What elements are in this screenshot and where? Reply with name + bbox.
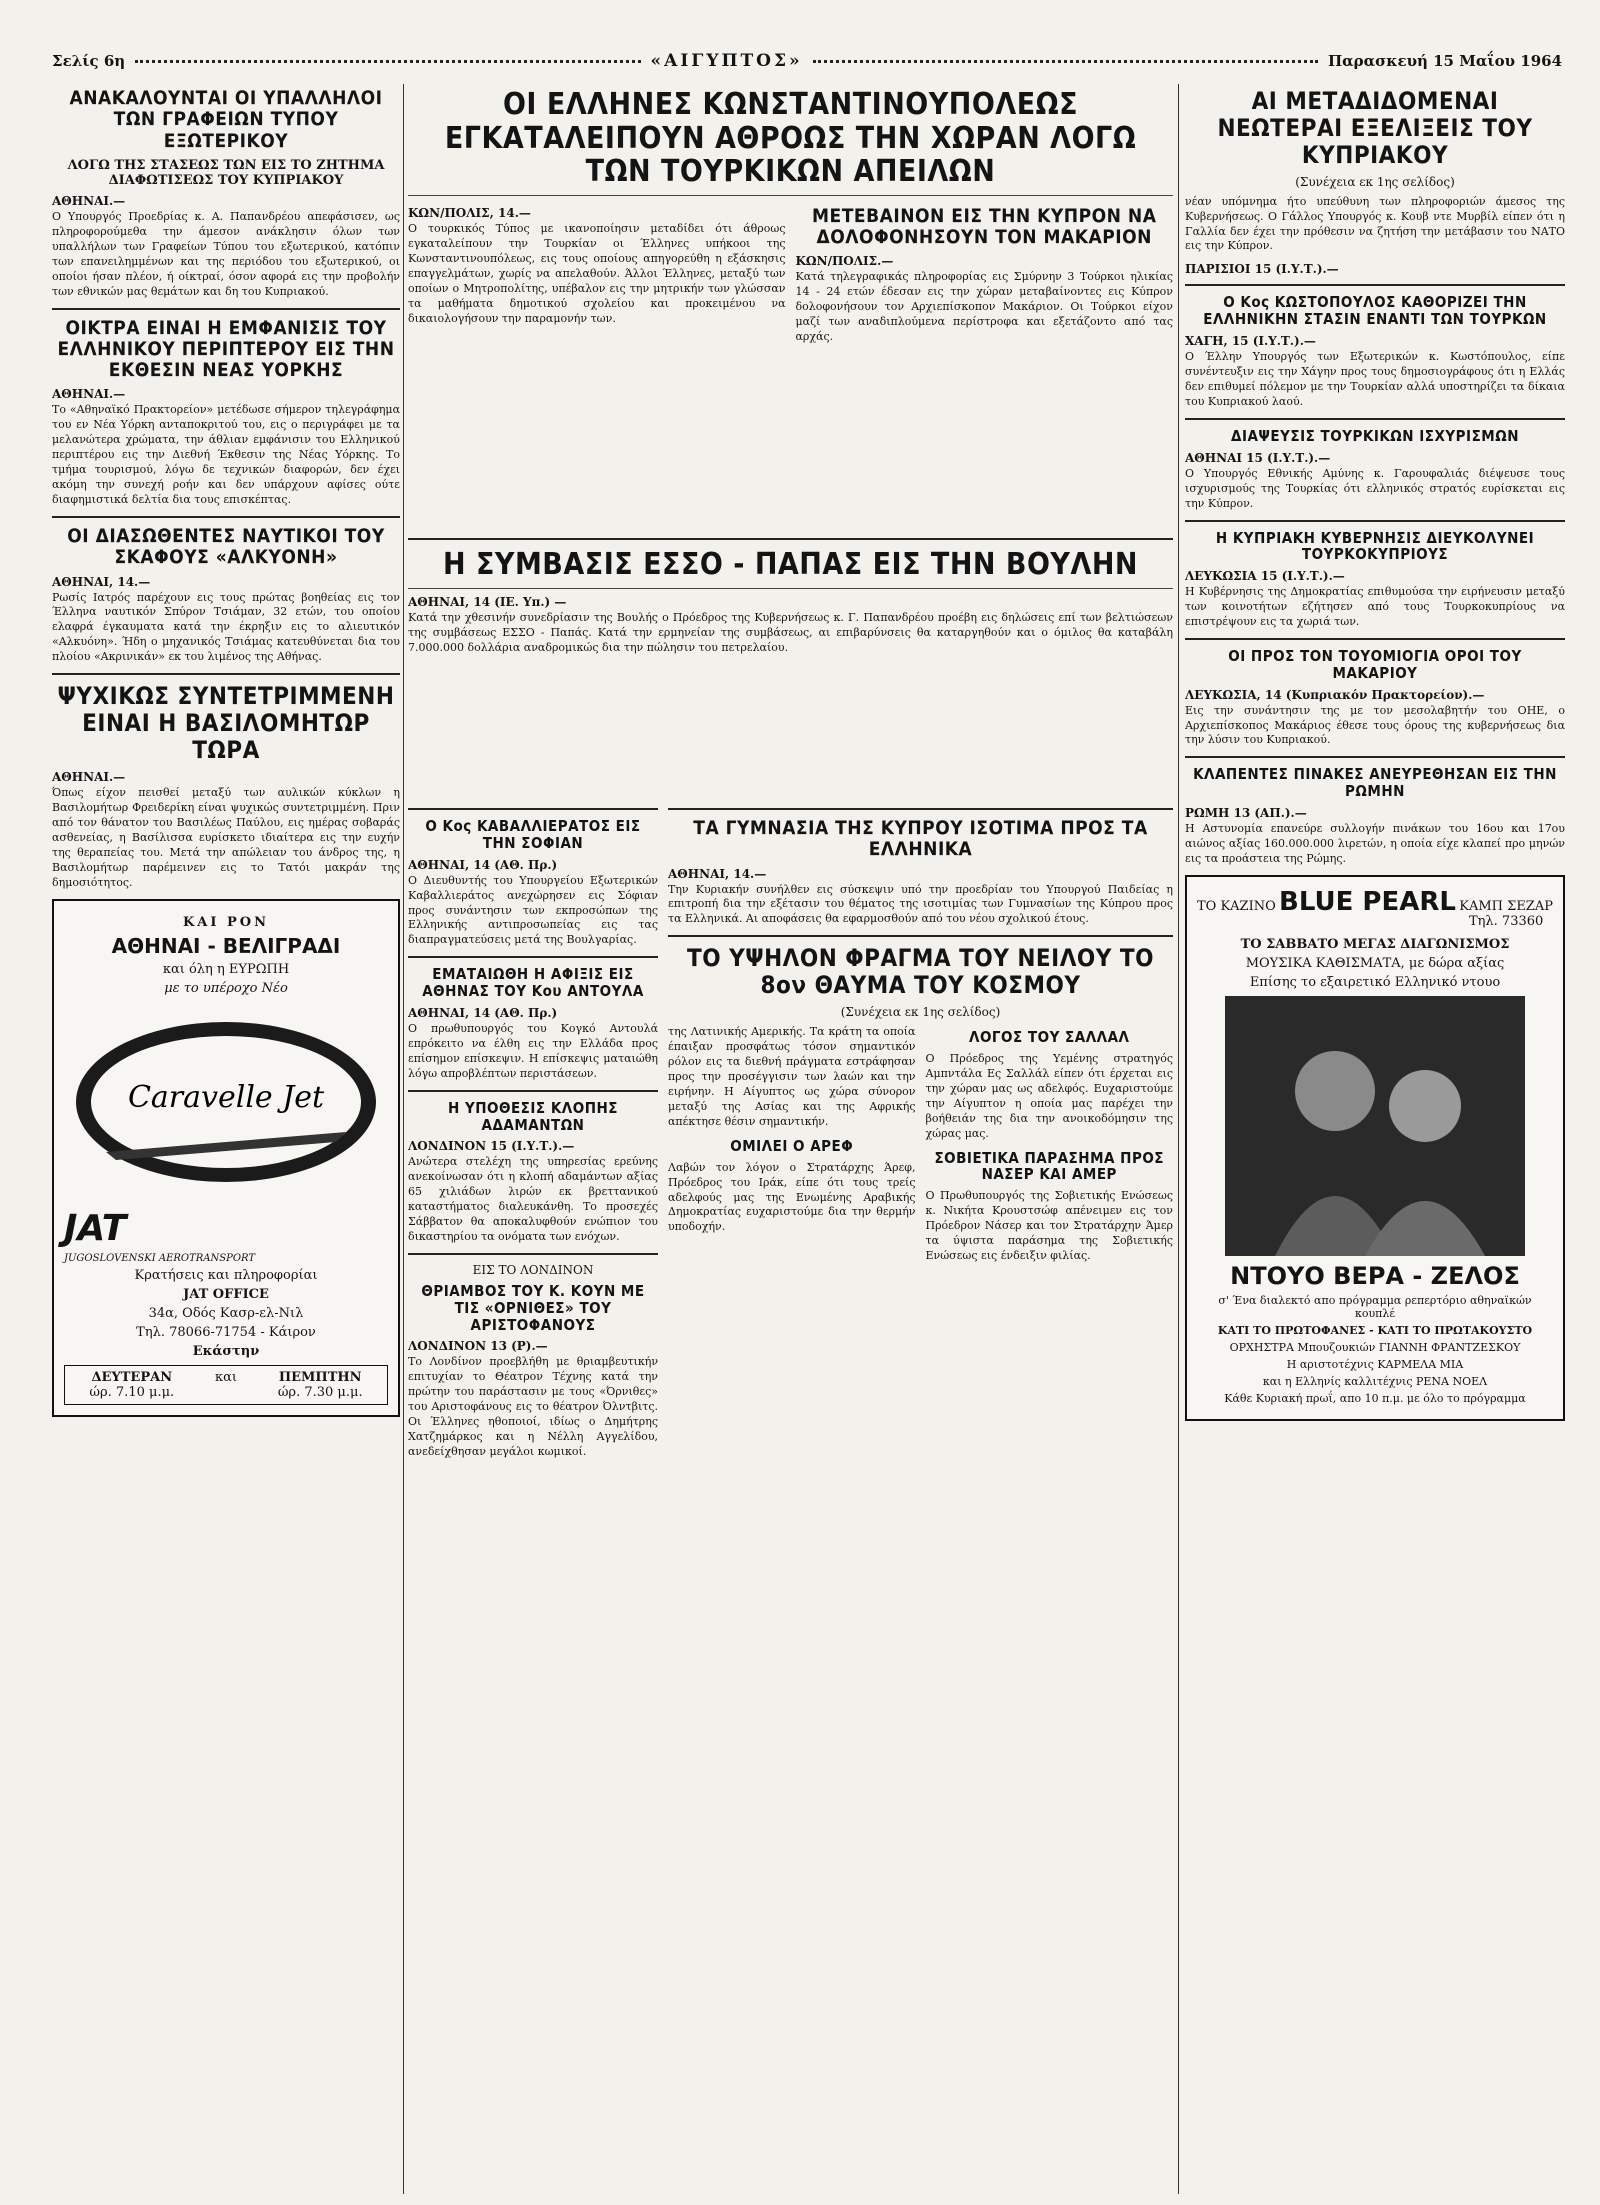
dateline: ΛΕΥΚΩΣΙΑ 15 (Ι.Υ.Τ.).—: [1185, 569, 1345, 584]
newspaper-title: «ΑΙΓΥΠΤΟΣ»: [650, 51, 803, 71]
article-body: Κατά τηλεγραφικάς πληροφορίας εις Σμύρνην 3 Τούρκοι ηλικίας 14 - 24 ετών έδεσαν εις την χώραν μεταβαίνοντες εις Κύπρον δολοφονήσουν τον Αρχιεπίσκοπον Μακάριον. Οι Τούρκοι είχον μαζί των αναδιπλούμενα περίστροφα και εξετάζοντο από τας αρχάς.: [795, 270, 1173, 344]
continued-note: (Συνέχεια εκ 1ης σελίδος): [1295, 174, 1455, 189]
headline-cyprus-developments: ΑΙ ΜΕΤΑΔΙΔΟΜΕΝΑΙ ΝΕΩΤΕΡΑΙ ΕΞΕΛΙΞΕΙΣ ΤΟΥ ΚΥΠΡΙΑΚΟΥ: [1217, 87, 1533, 169]
nile-col-left: [668, 1025, 916, 1272]
headline-pavilion: ΟΙΚΤΡΑ ΕΙΝΑΙ Η ΕΜΦΑΝΙΣΙΣ ΤΟΥ ΕΛΛΗΝΙΚΟΥ ΠΕΡΙΠΤΕΡΟΥ ΕΙΣ ΤΗΝ ΕΚΘΕΣΙΝ ΝΕΑΣ ΥΟΡΚΗΣ: [57, 316, 395, 382]
caravelle-emblem: [64, 1002, 388, 1202]
headline-kostopoulos: Ο Κος ΚΩΣΤΟΠΟΥΛΟΣ ΚΑΘΟΡΙΖΕΙ ΤΗΝ ΕΛΛΗΝΙΚΗΝ ΣΤΑΣΙΝ ΕΝΑΝΤΙ ΤΩΝ ΤΟΥΡΚΩΝ: [1203, 293, 1547, 329]
divider: [1185, 418, 1565, 420]
dateline: ΠΑΡΙΣΙΟΙ 15 (Ι.Υ.Τ.).—: [1185, 262, 1339, 277]
dateline: ΚΩΝ/ΠΟΛΙΣ.—: [795, 254, 894, 269]
divider: [408, 195, 1173, 196]
headline-diamonds: Η ΥΠΟΘΕΣΙΣ ΚΛΟΠΗΣ ΑΔΑΜΑΝΤΩΝ: [447, 1098, 619, 1134]
ad-singer: Η αριστοτέχνις ΚΑΡΜΕΛΑ ΜΙΑ: [1286, 1357, 1464, 1371]
article-body: της Λατινικής Αμερικής. Τα κράτη τα οποία έπαιξαν προσφάτως τόσον σημαντικόν ρόλον εις τα διεθνή πράγματα εστράφησαν προς την προσέγγισιν των λαών και την ειρήνην. Η Αίγυπτος ως χώρα σύνορον μεταξύ της Ασίας και της Αφρικής απέκτησε θέσιν σημαντικήν.: [668, 1025, 916, 1128]
ad-info: Κρατήσεις και πληροφορίαι: [134, 1267, 318, 1283]
ad-location: [1459, 899, 1553, 929]
greeks-col-right: [796, 202, 1174, 353]
article-body: Το Λονδίνον προεβλήθη με θριαμβευτικήν επιτυχίαν το Θέατρον Τέχνης κατά την πρώτην του παράστασιν με τους «Όρνιθες» του Αριστοφάνους εις το θέατρον Όλντβιτς. Οι Έλληνες ηθοποιοί, ιδίως ο Δημήτρης Χατζημάρκος και η Νέλλη Αγγελίδου, ανεδείχθησαν μεγάλοι κωμικοί.: [408, 1355, 658, 1459]
flight-schedule: [64, 1365, 388, 1405]
column-1: [52, 84, 400, 2194]
ad-route: ΑΘΗΝΑΙ - ΒΕΛΙΓΡΑΔΙ: [111, 933, 341, 958]
divider: [1185, 638, 1565, 640]
article-body: Η Αστυνομία επανεύρε συλλογήν πινάκων του 16ου και 17ου αιώνος αξίας 160.000.000 λιρετών, η οποία είχε κλαπεί προ μηνών εις τα προάστεια της Ρώμης.: [1185, 822, 1565, 865]
and-label: και: [214, 1369, 237, 1385]
ad-phone: Τηλ. 78066-71754 - Κάιρον: [136, 1324, 316, 1340]
masthead-rule-right: [813, 60, 1318, 63]
headline-stolen-paintings: ΚΛΑΠΕΝΤΕΣ ΠΙΝΑΚΕΣ ΑΝΕΥΡΕΘΗΣΑΝ ΕΙΣ ΤΗΝ ΡΩΜΗΝ: [1193, 765, 1557, 801]
divider: [408, 588, 1173, 589]
ad-line: ΜΟΥΣΙΚΑ ΚΑΘΙΣΜΑΤΑ, με δώρα αξίας: [1245, 955, 1505, 971]
headline-koun: ΘΡΙΑΜΒΟΣ ΤΟΥ Κ. ΚΟΥΝ ΜΕ ΤΙΣ «ΟΡΝΙΘΕΣ» ΤΟΥ ΑΡΙΣΤΟΦΑΝΟΥΣ: [421, 1282, 645, 1334]
article-body: Ο τουρκικός Τύπος με ικανοποίησιν μεταδίδει ότι άθροως εγκαταλείπουν την Τουρκίαν οι Έλληνες υπήκοοι της Κωνσταντινουπόλεως, εις τους οποίους απηγορεύθη η εξάσκησις επαγγελμάτων, χωρίς να απελαθούν. Άλλοι Έλληνες, μεταξύ των οποίων ο Μητροπολίτης, υπέβαλον εις την μητρικήν των γλώσσαν τα μαθήματα δημοτικού σχολείου και προκειμένου να δικαιολογήσουν την παραμονήν των.: [408, 221, 786, 325]
nile-col-right: [926, 1025, 1174, 1272]
headline-recall: ΑΝΑΚΑΛΟΥΝΤΑΙ ΟΙ ΥΠΑΛΛΗΛΟΙ ΤΩΝ ΓΡΑΦΕΙΩΝ ΤΥΠΟΥ ΕΞΩΤΕΡΙΚΟΥ: [69, 87, 383, 152]
headline-denial: ΔΙΑΨΕΥΣΙΣ ΤΟΥΡΚΙΚΩΝ ΙΣΧΥΡΙΣΜΩΝ: [1231, 426, 1519, 445]
column-divider: [403, 84, 404, 2194]
headline-makarios-plot: ΜΕΤΕΒΑΙΝΟΝ ΕΙΣ ΤΗΝ ΚΥΠΡΟΝ ΝΑ ΔΟΛΟΦΟΝΗΣΟΥΝ ΤΟΝ ΜΑΚΑΡΙΟΝ: [812, 204, 1157, 249]
headline-nile-dam: ΤΟ ΥΨΗΛΟΝ ΦΡΑΓΜΑ ΤΟΥ ΝΕΙΛΟΥ ΤΟ 8ον ΘΑΥΜΑ ΤΟΥ ΚΟΣΜΟΥ: [686, 944, 1154, 1000]
ad-prefix: ΤΟ ΚΑΖΙΝΟ: [1197, 898, 1276, 914]
greeks-col: [408, 202, 786, 353]
dateline: ΑΘΗΝΑΙ, 14.—: [52, 574, 151, 589]
headline-adoula: ΕΜΑΤΑΙΩΘΗ Η ΑΦΙΞΙΣ ΕΙΣ ΑΘΗΝΑΣ ΤΟΥ Κου ΑΝΤΟΥΛΑ: [422, 965, 644, 1001]
jat-logo: JAT: [64, 1207, 127, 1249]
time-label: ώρ. 7.10 μ.μ.: [89, 1384, 175, 1400]
headline-tuomioja: ΟΙ ΠΡΟΣ ΤΟΝ ΤΟΥΟΜΙΟΓΙΑ ΟΡΟΙ ΤΟΥ ΜΑΚΑΡΙΟΥ: [1228, 646, 1522, 682]
article-body: Την Κυριακήν συνήλθεν εις σύσκεψιν υπό την προεδρίαν του Υπουργού Παιδείας η επιτροπή δια την εξέτασιν του θέματος της ισοτιμίας των Γυμνασίων της Κύπρου προς τα Ελληνικά. Αι αποφάσεις θα εφαρμοσθούν από του νέου σχολικού έτους.: [668, 882, 1173, 926]
dateline: ΑΘΗΝΑΙ, 14 (ΙΕ. Υπ.) —: [408, 594, 567, 609]
ad-header: [1197, 887, 1553, 933]
headline-queen-mother: ΨΥΧΙΚΩΣ ΣΥΝΤΕΤΡΙΜΜΕΝΗ ΕΙΝΑΙ Η ΒΑΣΙΛΟΜΗΤΩΡ ΤΩΡΑ: [57, 682, 395, 765]
ad-line: ΚΑΤΙ ΤΟ ΠΡΩΤΟΦΑΝΕΣ - ΚΑΤΙ ΤΟ ΠΡΩΤΑΚΟΥΣΤΟ: [1217, 1323, 1533, 1337]
schedule-title: Εκάστην: [192, 1343, 260, 1359]
day-label: ΠΕΜΠΤΗΝ: [278, 1369, 362, 1385]
dateline: ΧΑΓΗ, 15 (Ι.Υ.Τ.).—: [1185, 334, 1316, 349]
dateline: ΑΘΗΝΑΙ.—: [52, 769, 126, 784]
divider: [668, 808, 1173, 810]
subhead-recall: ΛΟΓΩ ΤΗΣ ΣΤΑΣΕΩΣ ΤΩΝ ΕΙΣ ΤΟ ΖΗΤΗΜΑ ΔΙΑΦΩΤΙΣΕΩΣ ΤΟΥ ΚΥΠΡΙΑΚΟΥ: [67, 157, 385, 188]
column-divider: [1178, 84, 1179, 2194]
divider: [52, 308, 400, 310]
article-body: Ο Διευθυντής του Υπουργείου Εξωτερικών Καβαλλιεράτος ανεχώρησεν εις Σόφιαν προς συνάντησιν των εκπροσώπων της Ελληνικής αντιπροσωπείας εις τας διαπραγματεύσεις μετά της Βουλγαρίας.: [408, 873, 658, 947]
article-body: Ο πρωθυπουργός του Κογκό Αντουλά επρόκειτο να έλθη εις την Ελλάδα προς επίσημον επίσκεψιν. Η επίσκεψις ματαιώθη λόγω απροβλέπτων περιστάσεων.: [408, 1021, 658, 1080]
divider: [408, 1090, 658, 1092]
article-body: Εις την συνάντησιν της με τον μεσολαβητήν του ΟΗΕ, ο Αρχιεπίσκοπος Μακάριος έθεσε τους όρους της κυβερνήσεως δια την λύσιν του Κυπριακού.: [1185, 703, 1565, 747]
divider: [408, 808, 658, 810]
blue-pearl-advertisement: [1185, 875, 1565, 1421]
divider: [408, 1253, 658, 1255]
plane-name: Caravelle Jet: [127, 1079, 325, 1115]
ad-line: Επίσης το εξαιρετικό Ελληνικό ντουο: [1249, 974, 1501, 990]
article-body: Ο Υπουργός Προεδρίας κ. Α. Παπανδρέου απεφάσισεν, ως πληροφορούμεθα την άμεσον ανάκλησιν όλων των υπαλλήλων των Γραφείων Τύπου του εξωτερικού, κατόπιν των επανειλημμένων και της περιόδου του εξωτερικού, οι οποίοι ήσαν πλέον, ή οίκτραί, όσον αφορά εις την προβολήν των εθνικών μας θεμάτων και δη του Κυπριακού.: [52, 209, 400, 298]
jat-advertisement: [52, 899, 400, 1417]
time-label: ώρ. 7.30 μ.μ.: [277, 1384, 363, 1400]
dateline: ΑΘΗΝΑΙ, 14.—: [668, 866, 767, 881]
ad-line: και όλη η ΕΥΡΩΠΗ: [162, 961, 290, 977]
article-body: Ο Πρωθυπουργός της Σοβιετικής Ενώσεως κ. Νικήτα Κρουστσώφ απένειμεν εις τον Πρόεδρον Νάσερ και τον Στρατάρχην Άμερ τα ύψιστα παράσημα της Σοβιετικής Ενώσεως εις ένδειξιν φιλίας.: [925, 1189, 1173, 1263]
ad-orchestra: ΟΡΧΗΣΤΡΑ Μπουζουκιών ΓΙΑΝΝΗ ΦΡΑΝΤΖΕΣΚΟΥ: [1229, 1340, 1521, 1354]
ad-dancer: και η Ελληνίς καλλιτέχνις ΡΕΝΑ ΝΟΕΛ: [1262, 1374, 1488, 1388]
headline-sailors: ΟΙ ΔΙΑΣΩΘΕΝΤΕΣ ΝΑΥΤΙΚΟΙ ΤΟΥ ΣΚΑΦΟΥΣ «ΑΛΚΥΟΝΗ»: [67, 524, 385, 569]
performers-photo: [1197, 996, 1553, 1256]
dateline: ΑΘΗΝΑΙ, 14 (ΑΘ. Πρ.): [408, 1005, 558, 1020]
divider: [52, 673, 400, 675]
ad-office: JAT OFFICE: [183, 1286, 269, 1302]
ad-line: ΤΟ ΣΑΒΒΑΤΟ ΜΕΓΑΣ ΔΙΑΓΩΝΙΣΜΟΣ: [1240, 936, 1510, 952]
column-4: [1185, 84, 1565, 2194]
ad-footer: Κάθε Κυριακή πρωΐ, απο 10 π.μ. με όλο το πρόγραμμα: [1224, 1391, 1526, 1405]
casino-name: BLUE PEARL: [1279, 886, 1456, 917]
masthead-rule-left: [135, 60, 640, 63]
headline-gymnasia: ΤΑ ΓΥΜΝΑΣΙΑ ΤΗΣ ΚΥΠΡΟΥ ΙΣΟΤΙΜΑ ΠΡΟΣ ΤΑ ΕΛΛΗΝΙΚΑ: [693, 817, 1148, 861]
banner-esso: [408, 530, 1173, 663]
ad-line: με το υπέροχο Νέο: [164, 980, 288, 996]
dateline: ΑΘΗΝΑΙ.—: [52, 193, 126, 208]
performer-head: [1295, 1051, 1375, 1131]
article-body: Ρωσίς Ιατρός παρέχουν εις τους πρώτας βοηθείας εις τον Έλληνα ναυτικόν Σπύρον Τσιάμαν, 32 ετών, του οποίου ελαφρά έγκαυματα κατά την έκρηξιν εις το αλιευτικόν «Αλκυόνη». Ήδη ο μηχανικός Τσιάμας κατευθύνεται δια του πλοίου «Ακρινικάν» εκ του λιμένος της Αθήνας.: [52, 590, 400, 664]
dateline: ΛΟΝΔΙΝΟΝ 13 (Ρ).—: [408, 1339, 548, 1354]
dateline: ΑΘΗΝΑΙ, 14 (ΑΘ. Πρ.): [408, 857, 558, 872]
dateline: ΚΩΝ/ΠΟΛΙΣ, 14.—: [408, 205, 531, 220]
ad-phone: Τηλ. 73360: [1468, 913, 1544, 929]
divider: [52, 516, 400, 518]
performer-head: [1389, 1070, 1461, 1142]
article-body: Ο Υπουργός Εθνικής Αμύνης κ. Γαρουφαλιάς διέψευσε τους ισχυρισμούς της Τουρκίας ότι ελληνικός στρατός ευρίσκεται εις την Κύπρον.: [1185, 466, 1565, 510]
column-2: [408, 800, 658, 2190]
headline-greeks: ΟΙ ΕΛΛΗΝΕΣ ΚΩΝΣΤΑΝΤΙΝΟΥΠΟΛΕΩΣ ΕΓΚΑΤΑΛΕΙΠΟΥΝ ΑΘΡΟΩΣ ΤΗΝ ΧΩΡΑΝ ΛΟΓΩ ΤΩΝ ΤΟΥΡΚΙΚΩΝ ΑΠΕΙΛΩΝ: [444, 87, 1137, 190]
column-3: [668, 800, 1173, 2190]
divider: [408, 956, 658, 958]
article-body: Λαβών τον λόγον ο Στρατάρχης Άρεφ, Πρόεδρος του Ιράκ, είπε ότι τους τρείς αδελφούς μας της Ενωμένης Αραβικής Δημοκρατίας ευχαριστούμε δια την θερμήν υποδοχήν.: [668, 1160, 916, 1234]
divider: [1185, 520, 1565, 522]
dateline: ΡΩΜΗ 13 (ΑΠ.).—: [1185, 806, 1307, 820]
headline-soviet-medals: ΣΟΒΙΕΤΙΚΑ ΠΑΡΑΣΗΜΑ ΠΡΟΣ ΝΑΣΕΡ ΚΑΙ ΑΜΕΡ: [934, 1148, 1165, 1184]
kicker-london: ΕΙΣ ΤΟ ΛΟΝΔΙΝΟΝ: [472, 1263, 594, 1278]
article-body: νέαν υπόμνημα ήτο υπεύθυνη των πληροφοριών άμεσος της Κυβερνήσεως. Ο Γάλλος Υπουργός κ. Κουβ ντε Μυρβίλ είπεν ότι η Γαλλία δεν έχει την πρόθεσιν να ζητήση την μετάβασιν του ΝΑΤΟ εις την Κύπρον.: [1185, 194, 1565, 253]
headline-cyprus-gov: Η ΚΥΠΡΙΑΚΗ ΚΥΒΕΡΝΗΣΙΣ ΔΙΕΥΚΟΛΥΝΕΙ ΤΟΥΡΚΟΚΥΠΡΙΟΥΣ: [1215, 528, 1535, 564]
article-body: Όπως είχον πεισθεί μεταξύ των αυλικών κύκλων η Βασιλομήτωρ Φρειδερίκη είναι ψυχικώς συντετριμμένη. Πριν από τον θάνατον του Βασιλέως Παύλου, εις ημέρας σοβαράς ασθενείας, η Βασίλισσα ευρίσκετο ιδιαίτερα εις την ευχήν της θεραπείας του. Μετά την απώλειαν του άνδρος της, η Βασιλομήτωρ παρέμεινεν εις το Τατόι μακράν της δημοσιότητος.: [52, 785, 400, 889]
schedule-thursday: [278, 1370, 363, 1400]
divider: [1185, 284, 1565, 286]
dateline: ΛΕΥΚΩΣΙΑ, 14 (Κυπριακόν Πρακτορείον).—: [1185, 687, 1485, 702]
page-number: Σελίς 6η: [52, 52, 126, 70]
issue-date: Παρασκευή 15 Μαΐου 1964: [1327, 52, 1563, 70]
divider: [1185, 756, 1565, 758]
headline-esso: Η ΣΥΜΒΑΣΙΣ ΕΣΣΟ - ΠΑΠΑΣ ΕΙΣ ΤΗΝ ΒΟΥΛΗΝ: [442, 547, 1139, 582]
headline-sallal: ΛΟΓΟΣ ΤΟΥ ΣΑΛΛΑΛ: [969, 1028, 1130, 1047]
headline-kavallieratos: Ο Κος ΚΑΒΑΛΛΙΕΡΑΤΟΣ ΕΙΣ ΤΗΝ ΣΟΦΙΑΝ: [425, 817, 641, 852]
article-body: Ο Πρόεδρος της Υεμένης στρατηγός Αμπντάλα Ες Σαλλάλ είπεν ότι έρχεται εις την χώραν μας ως αδελφός. Ευχαριστούμε την Αίγυπτον η οποία μας παρέχει την βοήθειάν της δια την ανοικοδόμησιν της χώρας μας.: [925, 1051, 1173, 1140]
headline-aref: ΟΜΙΛΕΙ Ο ΑΡΕΦ: [730, 1136, 854, 1155]
article-body: Το «Αθηναϊκό Πρακτορείον» μετέδωσε σήμερον τηλεγράφημα του εν Νέα Υόρκη ανταποκριτού του, εις ο περιγράφει με τα μελανώτερα χρώματα, την άθλιαν εμφάνισιν του Ελληνικού περιπτέρου εις την Διεθνή Έκθεσιν της Νέας Υόρκης. Το τμήμα τουρισμού, λόγω δε τεχνικών διαφορών, δεν έχει ακόμη την συνεχή ροήν και δεν υπάρχουν αφίσες ούτε διαφημιστικά δελτία δια τους επισκέπτας.: [52, 403, 400, 507]
dateline: ΑΘΗΝΑΙ.—: [52, 387, 126, 402]
continued-note: (Συνέχεια εκ 1ης σελίδος): [840, 1005, 1001, 1020]
banner-greeks: [408, 84, 1173, 353]
jat-logo-sub: JUGOSLOVENSKI AEROTRANSPORT: [64, 1252, 256, 1264]
day-label: ΔΕΥΤΕΡΑΝ: [91, 1369, 173, 1385]
article-body: Ανώτερα στελέχη της υπηρεσίας ερεύνης ανεκοίνωσαν ότι η κλοπή αδαμάντων αξίας 65 χιλιάδων λιρών εκ βρεττανικού καταστήματος διαλευκάνθη. Το προσεχές Σάββατον θα αποκαλυφθούν ενώπιον του δικαστηρίου τα ονόματα των ενόχων.: [408, 1155, 658, 1244]
nile-body: [668, 1025, 1173, 1272]
article-body: Η Κυβέρνησις της Δημοκρατίας επιθυμούσα την ειρήνευσιν μεταξύ των κοινοτήτων εζήτησεν από τους Τουρκοκυπρίους να επιστρέψουν εις τα χωριά των.: [1185, 585, 1565, 628]
dateline: ΑΘΗΝΑΙ 15 (Ι.Υ.Τ.).—: [1185, 450, 1331, 465]
divider: [668, 935, 1173, 937]
divider: [408, 538, 1173, 540]
masthead: [52, 50, 1562, 72]
greeks-body: [408, 202, 1173, 353]
schedule-monday: [89, 1370, 174, 1400]
article-body: Ο Έλλην Υπουργός των Εξωτερικών κ. Κωστόπουλος, είπε συνέντευξιν εις την Χάγην προς τους δημοσιογράφους ότι η Ελλάς δεν επιθυμεί πόλεμον με την Τουρκίαν αλλά υποστηρίζει τα δίκαια του Κυπριακού λαού.: [1185, 350, 1565, 408]
act-name: ΝΤΟΥΟ ΒΕΡΑ - ΖΕΛΟΣ: [1230, 1261, 1520, 1290]
ad-line: σ' Ένα διαλεκτό απο πρόγραμμα ρεπερτόριο αθηναϊκών κουπλέ: [1218, 1293, 1532, 1320]
dateline: ΛΟΝΔΙΝΟΝ 15 (Ι.Υ.Τ.).—: [408, 1139, 575, 1154]
ad-location-text: ΚΑΜΠ ΣΕΖΑΡ: [1459, 898, 1553, 914]
ad-address: 34α, Οδός Κασρ-ελ-Νιλ: [148, 1305, 304, 1321]
article-body: Κατά την χθεσινήν συνεδρίασιν της Βουλής ο Πρόεδρος της Κυβερνήσεως κ. Γ. Παπανδρέου προέβη εις δηλώσεις επί των βελτιώσεων της συμβάσεως ΕΣΣΟ - Παπάς. Κατά την ερμηνείαν της συμβάσεως, αι επιβαρύνσεις θα καταργηθούν και ο όμιλος θα καταβάλη 7.000.000 δολλάρια αναδρομικώς δια την πώλησιν του πετρελαίου.: [408, 610, 1173, 654]
photo-bg: [1225, 996, 1525, 1256]
ad-line: ΚΑΙ ΡΟΝ: [183, 914, 269, 930]
